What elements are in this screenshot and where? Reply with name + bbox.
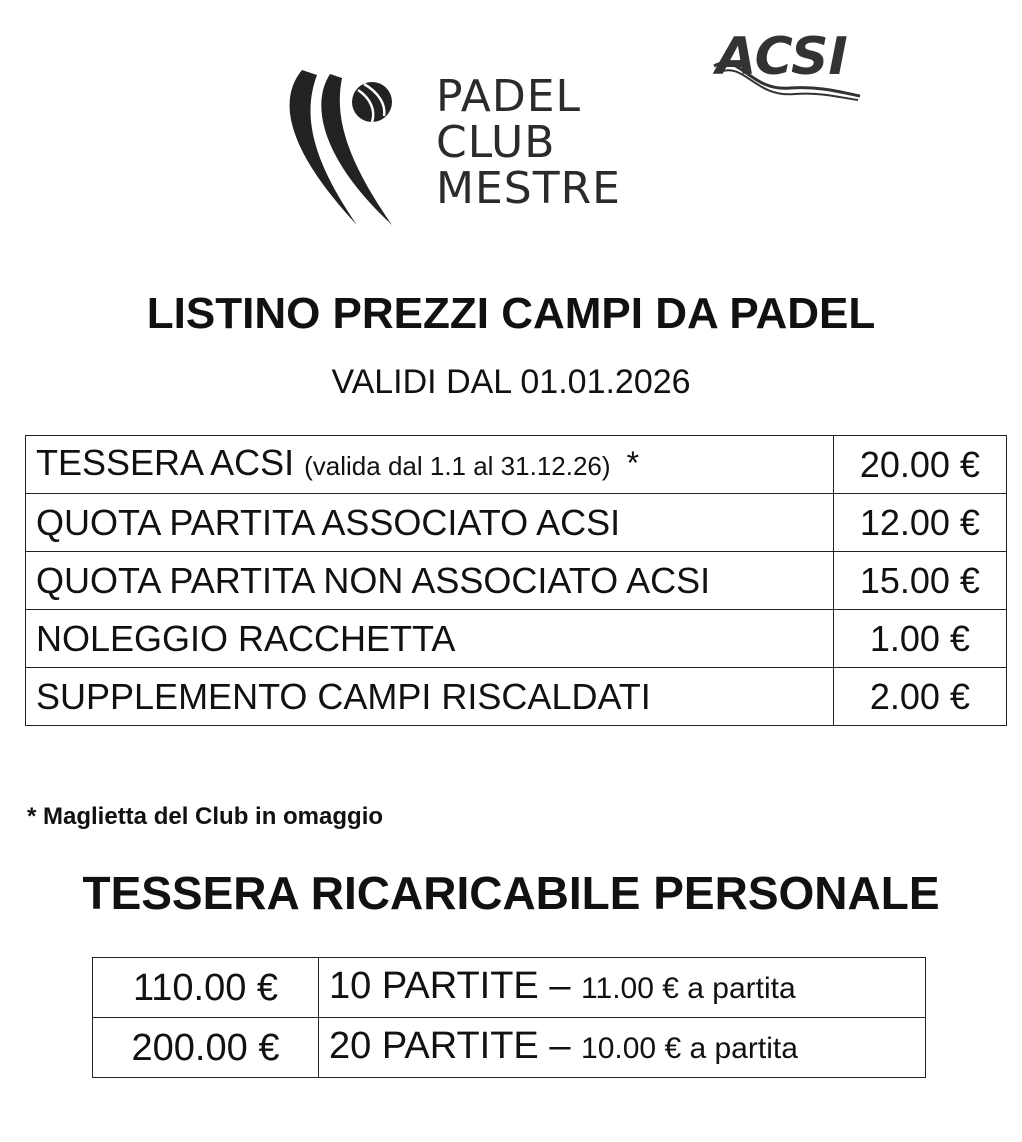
card-matches: 10 PARTITE – <box>329 965 571 1007</box>
table-row <box>26 552 1007 610</box>
footnote: * Maglietta del Club in omaggio <box>27 803 384 830</box>
price-label: NOLEGGIO RACCHETTA <box>26 610 834 668</box>
section-title: TESSERA RICARICABILE PERSONALE <box>82 867 940 919</box>
logo-wordmark <box>436 71 621 214</box>
price-value: 12.00 € <box>833 494 1006 552</box>
price-label: QUOTA PARTITA ASSOCIATO ACSI <box>26 494 834 552</box>
acsi-logo <box>710 22 870 102</box>
price-label <box>26 436 834 494</box>
validity-date: VALIDI DAL 01.01.2026 <box>331 363 691 401</box>
price-label: QUOTA PARTITA NON ASSOCIATO ACSI <box>26 552 834 610</box>
card-per-match: 11.00 € a partita <box>581 972 796 1005</box>
price-value: 15.00 € <box>833 552 1006 610</box>
item-name: TESSERA ACSI <box>36 442 295 483</box>
card-amount: 110.00 € <box>93 958 319 1018</box>
table-row <box>26 494 1007 552</box>
card-table <box>92 957 926 1078</box>
padel-swoosh-icon <box>272 60 422 230</box>
acsi-logo-text: ACSI <box>716 27 848 87</box>
price-label: SUPPLEMENTO CAMPI RISCALDATI <box>26 668 834 726</box>
table-row <box>26 436 1007 494</box>
table-row <box>93 1018 926 1078</box>
item-note: (valida dal 1.1 al 31.12.26) <box>304 451 611 481</box>
footnote-mark: * <box>626 445 640 481</box>
price-value: 20.00 € <box>833 436 1006 494</box>
card-amount: 200.00 € <box>93 1018 319 1078</box>
logo-line-2: CLUB <box>436 117 556 168</box>
logo-line-3: MESTRE <box>436 163 621 214</box>
table-row <box>26 610 1007 668</box>
price-table <box>25 435 1007 726</box>
card-detail <box>319 1018 926 1078</box>
card-per-match: 10.00 € a partita <box>581 1032 798 1065</box>
card-detail <box>319 958 926 1018</box>
price-value: 1.00 € <box>833 610 1006 668</box>
table-row <box>26 668 1007 726</box>
logo-line-1: PADEL <box>436 71 582 122</box>
page-title: LISTINO PREZZI CAMPI DA PADEL <box>146 289 876 338</box>
padel-club-mestre-logo <box>272 60 652 230</box>
price-value: 2.00 € <box>833 668 1006 726</box>
table-row <box>93 958 926 1018</box>
card-matches: 20 PARTITE – <box>329 1025 571 1067</box>
